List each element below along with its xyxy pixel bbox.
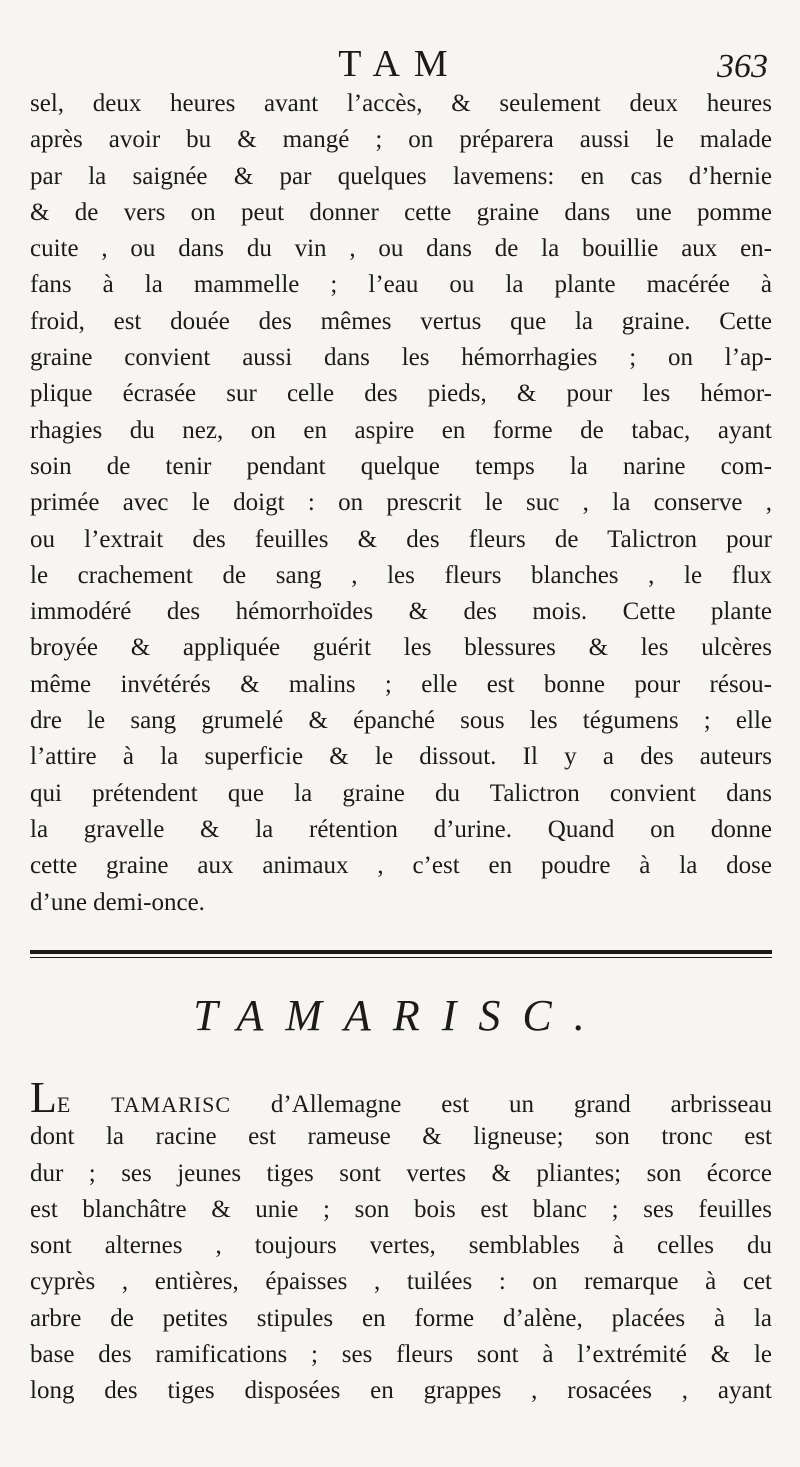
text-line: cyprès , entières, épaisses , tuilées : on remarque à cet [30, 1268, 772, 1296]
first-text-line [30, 1073, 772, 1122]
divider-thin-rule [30, 957, 772, 958]
text-line: d’une demi-once. [30, 888, 205, 916]
text-line: long des tiges disposées en grappes , rosacées , ayant [30, 1377, 772, 1405]
text-line: sel, deux heures avant l’accès, & seulement deux heures [30, 90, 772, 117]
section-tamarisc-text [30, 1073, 772, 1410]
text-line: par la saignée & par quelques lavemens: en cas d’hernie [30, 162, 772, 190]
text-line: base des ramifications ; ses fleurs sont à l’extrémité & le [30, 1341, 772, 1369]
text-line: l’attire à la superficie & le dissout. Il y a des auteurs [30, 743, 772, 771]
text-line: dre le sang grumelé & épanché sous les tégumens ; elle [30, 707, 772, 735]
text-line: qui prétendent que la graine du Talictron convient dans [30, 779, 772, 807]
text-line: est blanchâtre & unie ; son bois est blanc ; ses feuilles [30, 1195, 772, 1223]
text-line: dont la racine est rameuse & ligneuse; son tronc est [30, 1123, 772, 1151]
divider-thick-rule [30, 950, 772, 954]
text-line: immodéré des hémorrhoïdes & des mois. Cette plante [30, 598, 772, 626]
section-continued-text [30, 86, 772, 921]
text-line: ou l’extrait des feuilles & des fleurs de Talictron pour [30, 525, 772, 553]
text-line: soin de tenir pendant quelque temps la narine com- [30, 452, 772, 480]
running-title: TAM [338, 43, 462, 85]
text-line: sont alternes , toujours vertes, semblables à celles du [30, 1232, 772, 1260]
first-line-rest: d’Allemagne est un grand arbrisseau [231, 1091, 772, 1118]
text-line: cette graine aux animaux , c’est en poudre à la dose [30, 852, 772, 880]
text-line: cuite , ou dans du vin , ou dans de la bouillie aux en- [30, 235, 772, 263]
text-line: fans à la mammelle ; l’eau ou la plante macérée à [30, 271, 772, 299]
drop-cap: L [30, 1073, 57, 1122]
text-line: arbre de petites stipules en forme d’alène, placées à la [30, 1304, 772, 1332]
text-line: graine convient aussi dans les hémorrhagies ; on l’ap- [30, 344, 772, 372]
text-line: primée avec le doigt : on prescrit le suc , la conserve , [30, 489, 772, 517]
page-number: 363 [717, 48, 768, 85]
text-line: rhagies du nez, on en aspire en forme de tabac, ayant [30, 416, 772, 444]
section-divider [30, 950, 772, 958]
text-line: plique écrasée sur celle des pieds, & pour les hémor- [30, 380, 772, 408]
text-line: la gravelle & la rétention d’urine. Quand on donne [30, 815, 772, 843]
text-line: & de vers on peut donner cette graine dans une pomme [30, 198, 772, 226]
text-line: même invétérés & malins ; elle est bonne pour résou- [30, 670, 772, 698]
running-head [0, 42, 800, 92]
text-line: froid, est douée des mêmes vertus que la graine. Cette [30, 307, 772, 335]
text-line: le crachement de sang , les fleurs blanches , le flux [30, 561, 772, 589]
text-line: dur ; ses jeunes tiges sont vertes & pliantes; son écorce [30, 1159, 772, 1187]
text-line: après avoir bu & mangé ; on préparera aussi le malade [30, 126, 772, 154]
small-caps-term: E TAMARISC [56, 1092, 231, 1117]
section-heading: TAMARISC. [193, 991, 607, 1040]
text-line: broyée & appliquée guérit les blessures & les ulcères [30, 634, 772, 662]
